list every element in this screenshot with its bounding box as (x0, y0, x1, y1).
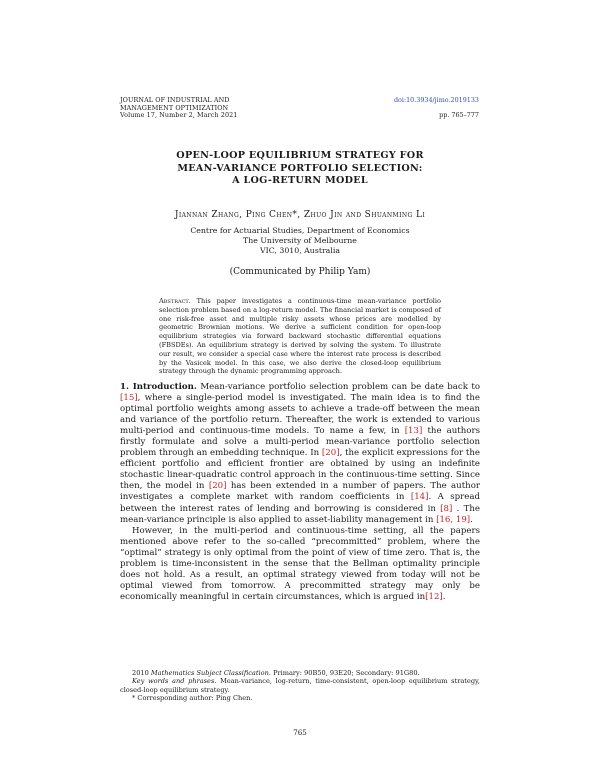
citation-link[interactable]: [13] (404, 426, 423, 437)
communicated-by: (Communicated by Philip Yam) (229, 267, 371, 277)
section-heading: 1. Introduction. (120, 382, 197, 392)
page-number: 765 (293, 728, 307, 737)
doi-header (394, 97, 479, 119)
journal-header (120, 97, 320, 120)
citation-link[interactable]: [8] (440, 503, 453, 514)
volume-info: Volume 17, Number 2, March 2021 (120, 111, 238, 120)
abstract-text: This paper investigates a continuous-time mean-variance portfolio selection problem based on a log-return model. The financial market is composed of one risk-free asset and multiple risky assets whose prices are modelled by geometric Brownian motions. We derive a sufficient condition for open-loop equilibrium strategies via forward backward stochastic differential equations (FBSDEs). An equilibrium strategy is derived by solving the system. To illustrate our result, we consider a special case where the interest rate process is described by the Vasicek model. In this case, we also derive the closed-loop equilibrium strategy through the dynamic programming approach. (159, 297, 441, 376)
title-line: MEAN-VARIANCE PORTFOLIO SELECTION: (177, 162, 423, 174)
citation-link[interactable]: [20] (321, 448, 340, 459)
citation-link[interactable]: [15] (120, 393, 138, 404)
citation-link[interactable]: [14] (410, 492, 429, 503)
body-text (120, 382, 480, 603)
intro-paragraph-1: 1. Introduction. Mean-variance portfolio selection problem can be date back to [15], where a single-period model is investigated. The main idea is to find the optimal portfolio weights among assets to achieve a trade-off between the mean and variance of the portfolio return. Thereafter, the work is extended to various multi-period and continuous-time models. To name a few, in [13] the authors firstly formulate and solve a multi-period mean-variance portfolio selection problem through an embedding technique. In [20], the explicit expressions for the efficient portfolio and efficient frontier are obtained by using an indefinite stochastic linear-quadratic control approach in the continuous-time setting. Since then, the model in [20] has been extended in a number of papers. The author investigates a complete market with random coefficients in [14]. A spread between the interest rates of lending and borrowing is considered in [8] . The mean-variance principle is also applied to asset-liability management in [16, 19]. (120, 382, 481, 525)
affiliation-line: The University of Melbourne (243, 236, 357, 246)
affiliation-line: VIC, 3010, Australia (260, 246, 340, 256)
affiliation (120, 226, 480, 257)
paper-title (120, 150, 480, 188)
page-range: pp. 765–777 (439, 110, 479, 119)
abstract (159, 297, 441, 376)
title-line: OPEN-LOOP EQUILIBRIUM STRATEGY FOR (176, 150, 424, 161)
citation-link[interactable]: [16, 19] (436, 514, 471, 525)
abstract-label: Abstract. (159, 297, 191, 305)
citation-link[interactable]: [12] (425, 591, 443, 602)
title-line: A LOG-RETURN MODEL (232, 175, 368, 186)
journal-name-line2: MANAGEMENT OPTIMIZATION (120, 103, 229, 112)
affiliation-line: Centre for Actuarial Studies, Department of Economics (190, 226, 410, 235)
footnotes (120, 669, 480, 703)
author-list: Jiannan Zhang, Ping Chen*, Zhuo Jin and Shuanming Li (174, 210, 426, 220)
corresponding-author: * Corresponding author: Ping Chen. (132, 694, 253, 703)
keywords-footnote: Key words and phrases. Mean-variance, log-return, time-consistent, open-loop equilibrium strategy, closed-loop equilibrium strategy. (120, 677, 481, 694)
intro-paragraph-2: However, in the multi-period and continuous-time setting, all the papers mentioned above refer to the so-called “precommitted” problem, where the “optimal” strategy is only optimal from the point of view of time zero. That is, the problem is time-inconsistent in the sense that the Bellman optimality principle does not hold. As a result, an optimal strategy viewed from today will not be optimal viewed from tomorrow. A precommitted strategy may only be economically meaningful in certain circumstances, which is argued in[12]. (120, 525, 480, 602)
doi-link[interactable]: doi:10.3934/jimo.2019133 (393, 96, 479, 104)
msc-footnote: 2010 Mathematics Subject Classification. Primary: 90B50, 93E20; Secondary: 91G80. (132, 669, 420, 677)
journal-name-line1: JOURNAL OF INDUSTRIAL AND (120, 96, 230, 104)
citation-link[interactable]: [20] (208, 481, 227, 492)
